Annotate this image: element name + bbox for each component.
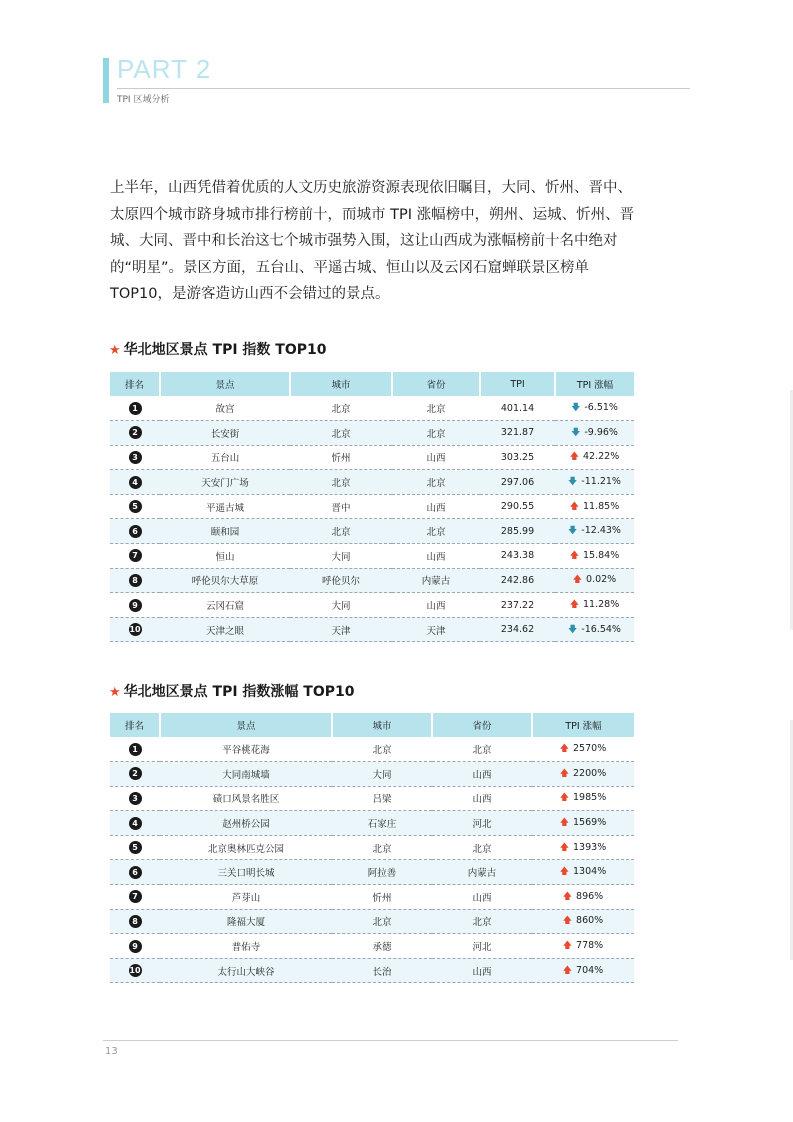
arrow-down-icon: 🡇 <box>568 477 578 488</box>
change-value: -9.96% <box>584 426 618 438</box>
rank-cell <box>110 470 160 495</box>
spot-cell: 平谷桃花海 <box>160 737 332 762</box>
spot-cell: 天津之眼 <box>160 617 290 642</box>
spot-cell: 天安门广场 <box>160 470 290 495</box>
city-cell: 阿拉善 <box>332 860 432 885</box>
header-accent-bar <box>103 58 109 103</box>
change-value: -16.54% <box>581 623 621 635</box>
rank-cell <box>110 909 160 934</box>
rank-cell <box>110 519 160 544</box>
change-value: 2570% <box>573 743 607 755</box>
arrow-down-icon: 🡇 <box>568 526 578 537</box>
col-header: 城市 <box>332 713 432 737</box>
change-cell <box>555 544 634 569</box>
table-row <box>110 934 634 959</box>
arrow-up-icon: 🡅 <box>559 842 570 853</box>
intro-paragraph: 上半年，山西凭借着优质的人文历史旅游资源表现依旧瞩目，大同、忻州、晋中、太原四个城市跻身城市排行榜前十，而城市 TPI 涨幅榜中，朔州、运城、忻州、晋城、大同、晋中和长治这七个城市强势入围，这让山西成为涨幅榜前十名中绝对的“明星”。景区方面，五台山、平遥古城、恒山以及云冈石窟蝉联景区榜单 TOP10，是游客造访山西不会错过的景点。 <box>110 180 635 302</box>
city-cell: 忻州 <box>290 445 392 470</box>
table-row <box>110 737 634 762</box>
city-cell: 吕梁 <box>332 786 432 811</box>
spot-cell: 恒山 <box>160 544 290 569</box>
province-cell: 山西 <box>432 958 532 983</box>
tpi-cell: 290.55 <box>480 494 555 519</box>
col-header: 景点 <box>160 372 290 396</box>
change-value: 0.02% <box>586 574 617 586</box>
rank-badge: 2 <box>129 426 142 439</box>
spot-cell: 芦芽山 <box>160 885 332 910</box>
change-cell <box>532 786 634 811</box>
spot-cell: 大同南城墙 <box>160 762 332 787</box>
col-header: 景点 <box>160 713 332 737</box>
footer-divider <box>103 1040 678 1041</box>
tpi-top10-table <box>110 372 634 642</box>
change-cell <box>555 519 634 544</box>
arrow-up-icon: 🡅 <box>559 818 570 829</box>
table-row <box>110 494 634 519</box>
spot-cell: 故宫 <box>160 396 290 421</box>
star-icon: ★ <box>109 343 121 358</box>
arrow-up-icon: 🡅 <box>572 575 583 586</box>
arrow-up-icon: 🡅 <box>562 965 573 976</box>
table1-title <box>109 339 327 359</box>
table-row <box>110 811 634 836</box>
rank-badge: 3 <box>129 792 142 805</box>
change-value: 860% <box>576 915 604 927</box>
province-cell: 北京 <box>432 835 532 860</box>
table-row <box>110 544 634 569</box>
change-value: -12.43% <box>581 525 621 537</box>
col-header: TPI 涨幅 <box>532 713 634 737</box>
change-value: 1985% <box>573 792 607 804</box>
spot-cell: 普佑寺 <box>160 934 332 959</box>
table-row <box>110 617 634 642</box>
city-cell: 天津 <box>290 617 392 642</box>
rank-badge: 2 <box>129 767 142 780</box>
province-cell: 山西 <box>432 762 532 787</box>
col-header: 省份 <box>432 713 532 737</box>
city-cell: 承德 <box>332 934 432 959</box>
table-row <box>110 958 634 983</box>
change-cell <box>532 811 634 836</box>
province-cell: 内蒙古 <box>432 860 532 885</box>
change-cell <box>532 909 634 934</box>
change-cell <box>532 835 634 860</box>
change-value: 1393% <box>573 841 607 853</box>
spot-cell: 长安街 <box>160 421 290 446</box>
tpi-cell: 237.22 <box>480 593 555 618</box>
table2-title <box>109 681 355 701</box>
arrow-up-icon: 🡅 <box>569 600 580 611</box>
city-cell: 北京 <box>332 835 432 860</box>
city-cell: 晋中 <box>290 494 392 519</box>
tpi-cell: 234.62 <box>480 617 555 642</box>
rank-cell <box>110 958 160 983</box>
col-header: 排名 <box>110 713 160 737</box>
rank-cell <box>110 396 160 421</box>
province-cell: 山西 <box>392 445 480 470</box>
table-header-row <box>110 713 634 737</box>
header-divider <box>117 88 690 89</box>
arrow-up-icon: 🡅 <box>562 941 573 952</box>
arrow-up-icon: 🡅 <box>559 768 570 779</box>
city-cell: 石家庄 <box>332 811 432 836</box>
change-cell <box>555 593 634 618</box>
change-value: 896% <box>576 890 604 902</box>
city-cell: 北京 <box>290 470 392 495</box>
province-cell: 山西 <box>392 593 480 618</box>
col-header: 排名 <box>110 372 160 396</box>
province-cell: 北京 <box>392 421 480 446</box>
spot-cell: 隆福大厦 <box>160 909 332 934</box>
arrow-down-icon: 🡇 <box>568 624 578 635</box>
change-cell <box>555 445 634 470</box>
city-cell: 北京 <box>332 737 432 762</box>
table-row <box>110 593 634 618</box>
change-cell <box>555 396 634 421</box>
province-cell: 河北 <box>432 934 532 959</box>
rank-cell <box>110 835 160 860</box>
city-cell: 北京 <box>290 519 392 544</box>
table-row <box>110 909 634 934</box>
arrow-up-icon: 🡅 <box>569 550 580 561</box>
rank-badge: 1 <box>129 402 142 415</box>
city-cell: 大同 <box>290 593 392 618</box>
rank-cell <box>110 593 160 618</box>
rank-badge: 5 <box>129 500 142 513</box>
arrow-down-icon: 🡇 <box>571 403 581 414</box>
change-value: 42.22% <box>583 451 620 463</box>
change-value: 778% <box>576 940 604 952</box>
spot-cell: 颐和园 <box>160 519 290 544</box>
rank-cell <box>110 860 160 885</box>
province-cell: 内蒙古 <box>392 568 480 593</box>
tpi-growth-top10-table <box>110 713 634 983</box>
change-value: 15.84% <box>583 549 620 561</box>
col-header: TPI 涨幅 <box>555 372 634 396</box>
star-icon: ★ <box>109 685 121 700</box>
city-cell: 忻州 <box>332 885 432 910</box>
table-row <box>110 519 634 544</box>
change-value: -11.21% <box>581 476 621 488</box>
arrow-up-icon: 🡅 <box>562 891 573 902</box>
part-title: PART 2 <box>117 54 212 84</box>
change-cell <box>532 934 634 959</box>
rank-cell <box>110 544 160 569</box>
table-row <box>110 421 634 446</box>
part-subtitle: TPI 区域分析 <box>117 95 170 105</box>
change-cell <box>532 958 634 983</box>
rank-badge: 4 <box>129 476 142 489</box>
province-cell: 山西 <box>432 885 532 910</box>
rank-badge: 9 <box>129 599 142 612</box>
spot-cell: 赵州桥公园 <box>160 811 332 836</box>
table-row <box>110 786 634 811</box>
tpi-cell: 303.25 <box>480 445 555 470</box>
table2-title-text: 华北地区景点 TPI 指数涨幅 TOP10 <box>123 684 355 700</box>
rank-badge: 9 <box>129 940 142 953</box>
spot-cell: 五台山 <box>160 445 290 470</box>
change-cell <box>555 617 634 642</box>
spot-cell: 平遥古城 <box>160 494 290 519</box>
city-cell: 北京 <box>332 909 432 934</box>
table1-title-text: 华北地区景点 TPI 指数 TOP10 <box>123 342 327 358</box>
spot-cell: 太行山大峡谷 <box>160 958 332 983</box>
rank-cell <box>110 445 160 470</box>
spot-cell: 北京奥林匹克公园 <box>160 835 332 860</box>
rank-badge: 4 <box>129 817 142 830</box>
change-value: 11.28% <box>583 599 620 611</box>
rank-badge: 10 <box>129 966 141 976</box>
tpi-cell: 401.14 <box>480 396 555 421</box>
province-cell: 北京 <box>432 737 532 762</box>
city-cell: 大同 <box>332 762 432 787</box>
rank-badge: 7 <box>129 890 142 903</box>
rank-cell <box>110 762 160 787</box>
table-row <box>110 835 634 860</box>
arrow-up-icon: 🡅 <box>559 867 570 878</box>
change-value: -6.51% <box>584 402 618 414</box>
rank-cell <box>110 617 160 642</box>
arrow-up-icon: 🡅 <box>559 793 570 804</box>
province-cell: 北京 <box>392 470 480 495</box>
change-value: 704% <box>576 964 604 976</box>
change-cell <box>555 568 634 593</box>
arrow-down-icon: 🡇 <box>571 427 581 438</box>
arrow-up-icon: 🡅 <box>562 916 573 927</box>
rank-badge: 8 <box>129 915 142 928</box>
city-cell: 长治 <box>332 958 432 983</box>
table-row <box>110 445 634 470</box>
tpi-cell: 321.87 <box>480 421 555 446</box>
arrow-up-icon: 🡅 <box>569 501 580 512</box>
change-cell <box>532 737 634 762</box>
rank-cell <box>110 494 160 519</box>
table-row <box>110 762 634 787</box>
city-cell: 大同 <box>290 544 392 569</box>
table-row <box>110 860 634 885</box>
change-value: 2200% <box>573 767 607 779</box>
province-cell: 山西 <box>392 544 480 569</box>
rank-badge: 7 <box>129 549 142 562</box>
province-cell: 山西 <box>432 786 532 811</box>
tpi-cell: 285.99 <box>480 519 555 544</box>
change-value: 1304% <box>573 866 607 878</box>
spot-cell: 呼伦贝尔大草原 <box>160 568 290 593</box>
arrow-up-icon: 🡅 <box>569 452 580 463</box>
table-row <box>110 885 634 910</box>
rank-cell <box>110 568 160 593</box>
table-header-row <box>110 372 634 396</box>
spot-cell: 云冈石窟 <box>160 593 290 618</box>
rank-cell <box>110 811 160 836</box>
rank-cell <box>110 885 160 910</box>
change-cell <box>555 470 634 495</box>
tpi-cell: 243.38 <box>480 544 555 569</box>
table-row <box>110 396 634 421</box>
province-cell: 河北 <box>432 811 532 836</box>
change-cell <box>532 885 634 910</box>
col-header: 城市 <box>290 372 392 396</box>
city-cell: 北京 <box>290 421 392 446</box>
tpi-cell: 297.06 <box>480 470 555 495</box>
rank-badge: 6 <box>129 866 142 879</box>
page-number: 13 <box>105 1046 118 1057</box>
rank-cell <box>110 934 160 959</box>
change-value: 11.85% <box>583 500 620 512</box>
city-cell: 北京 <box>290 396 392 421</box>
rank-badge: 1 <box>129 743 142 756</box>
change-cell <box>555 494 634 519</box>
province-cell: 山西 <box>392 494 480 519</box>
province-cell: 天津 <box>392 617 480 642</box>
rank-badge: 8 <box>129 574 142 587</box>
table-row <box>110 568 634 593</box>
spot-cell: 三关口明长城 <box>160 860 332 885</box>
change-value: 1569% <box>573 817 607 829</box>
table-row <box>110 470 634 495</box>
rank-badge: 10 <box>129 625 141 635</box>
province-cell: 北京 <box>392 519 480 544</box>
rank-badge: 6 <box>129 525 142 538</box>
rank-cell <box>110 737 160 762</box>
rank-cell <box>110 421 160 446</box>
rank-cell <box>110 786 160 811</box>
city-cell: 呼伦贝尔 <box>290 568 392 593</box>
col-header: 省份 <box>392 372 480 396</box>
rank-badge: 5 <box>129 841 142 854</box>
change-cell <box>532 860 634 885</box>
rank-badge: 3 <box>129 451 142 464</box>
change-cell <box>555 421 634 446</box>
change-cell <box>532 762 634 787</box>
tpi-cell: 242.86 <box>480 568 555 593</box>
arrow-up-icon: 🡅 <box>559 744 570 755</box>
province-cell: 北京 <box>432 909 532 934</box>
col-header: TPI <box>480 372 555 396</box>
spot-cell: 碛口风景名胜区 <box>160 786 332 811</box>
province-cell: 北京 <box>392 396 480 421</box>
